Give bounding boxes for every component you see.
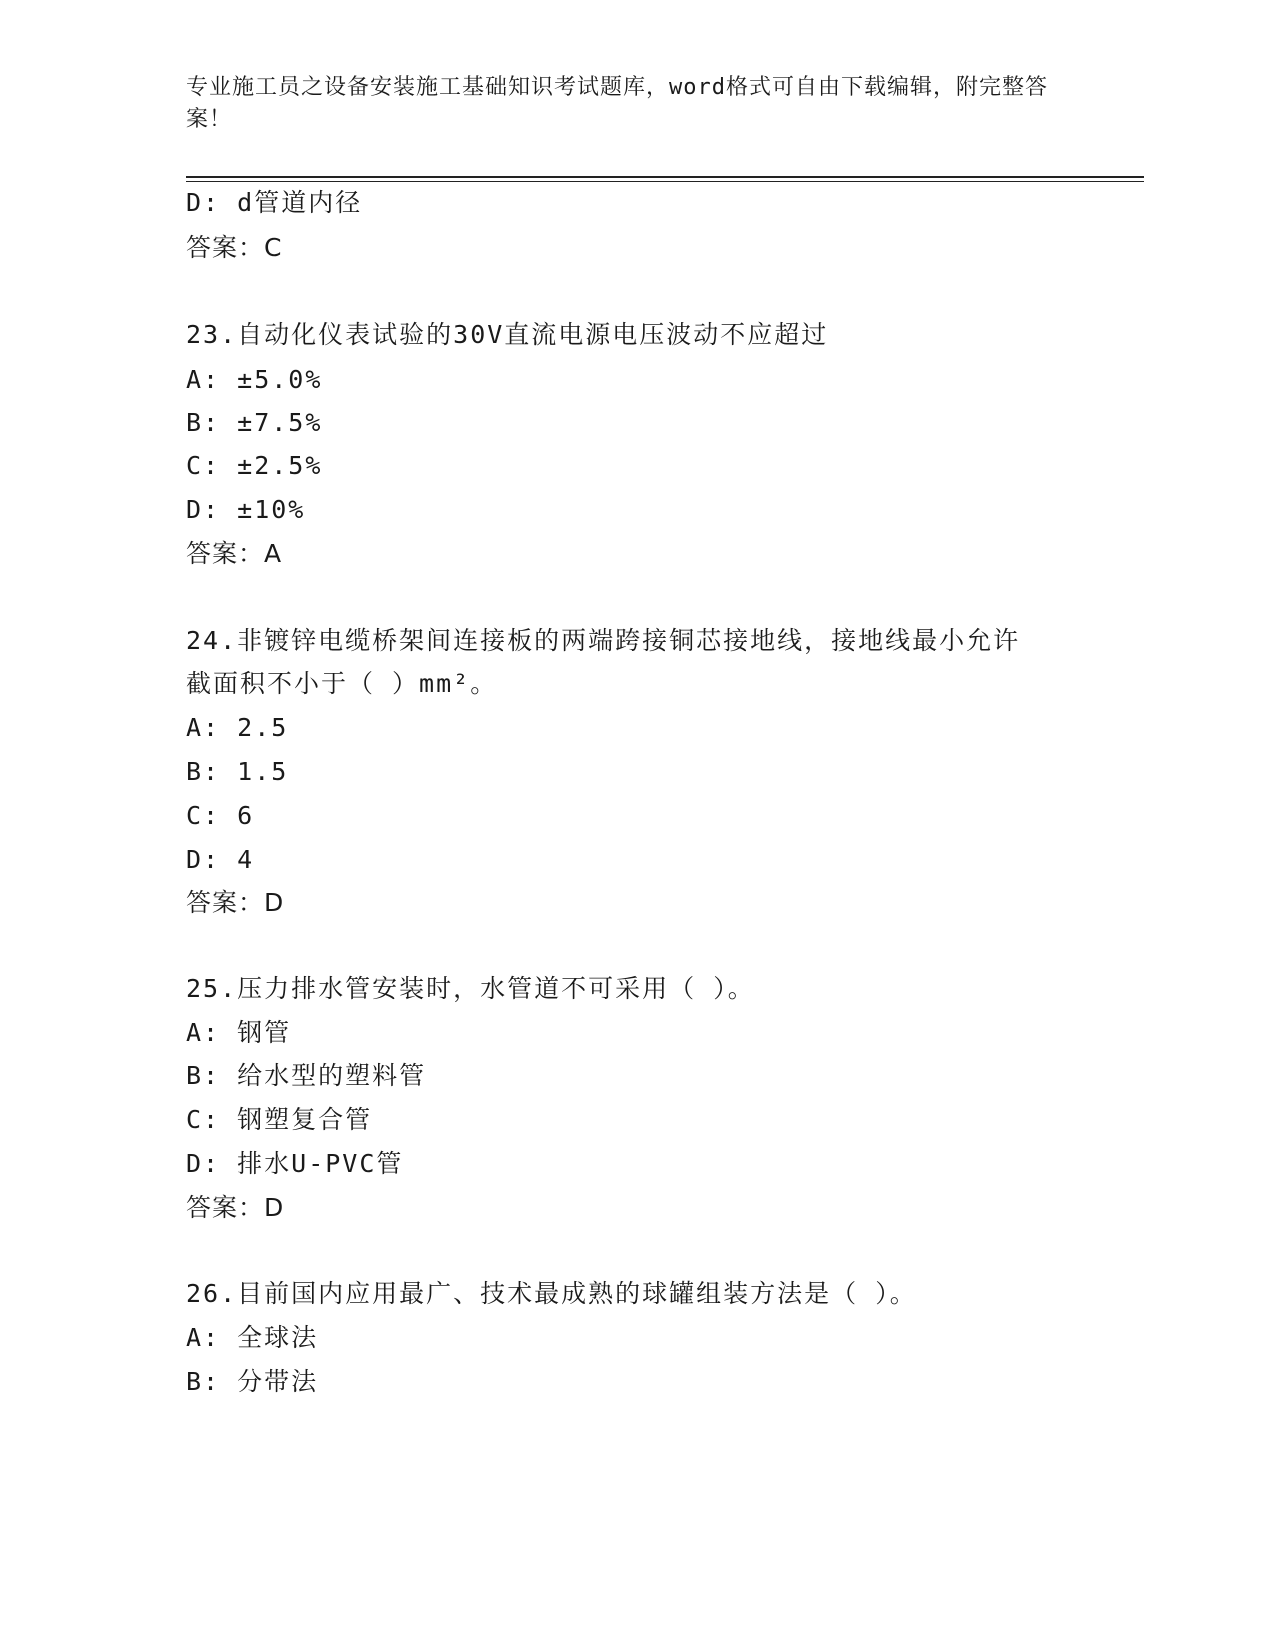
question-24-stem-line-1: 24.非镀锌电缆桥架间连接板的两端跨接铜芯接地线，接地线最小允许 [186, 626, 1021, 655]
answer-line: 答案：C [186, 233, 283, 262]
question-23-stem: 23.自动化仪表试验的30V直流电源电压波动不应超过 [186, 320, 829, 349]
question-26-stem: 26.目前国内应用最广、技术最成熟的球罐组装方法是（ ）。 [186, 1279, 917, 1308]
question-25-option-a: A: 钢管 [186, 1018, 292, 1047]
question-24-answer: 答案：D [186, 888, 285, 917]
question-24-option-a: A: 2.5 [186, 713, 289, 742]
question-23-option-a: A: ±5.0% [186, 365, 323, 394]
question-25-option-c: C: 钢塑复合管 [186, 1105, 373, 1134]
option-d: D: d管道内径 [186, 188, 363, 217]
question-23-option-d: D: ±10% [186, 495, 306, 524]
question-23-answer: 答案：A [186, 539, 283, 568]
question-25-option-b: B: 给水型的塑料管 [186, 1061, 427, 1090]
question-25-option-d: D: 排水U-PVC管 [186, 1149, 404, 1178]
question-25-answer: 答案：D [186, 1193, 285, 1222]
question-26-option-b: B: 分带法 [186, 1367, 319, 1396]
question-26-option-a: A: 全球法 [186, 1323, 319, 1352]
question-25-stem: 25.压力排水管安装时，水管道不可采用（ ）。 [186, 974, 755, 1003]
question-23-option-c: C: ±2.5% [186, 451, 323, 480]
question-24-option-c: C: 6 [186, 801, 255, 830]
header-rule-thick [186, 176, 1144, 178]
question-24-option-d: D: 4 [186, 845, 255, 874]
question-23-option-b: B: ±7.5% [186, 408, 323, 437]
question-24-option-b: B: 1.5 [186, 757, 289, 786]
document-intro: 专业施工员之设备安装施工基础知识考试题库，word格式可自由下载编辑，附完整答案！ [186, 75, 1048, 132]
question-24-stem-line-2: 截面积不小于（ ）mm²。 [186, 669, 498, 698]
header-rule-thin [186, 181, 1144, 182]
